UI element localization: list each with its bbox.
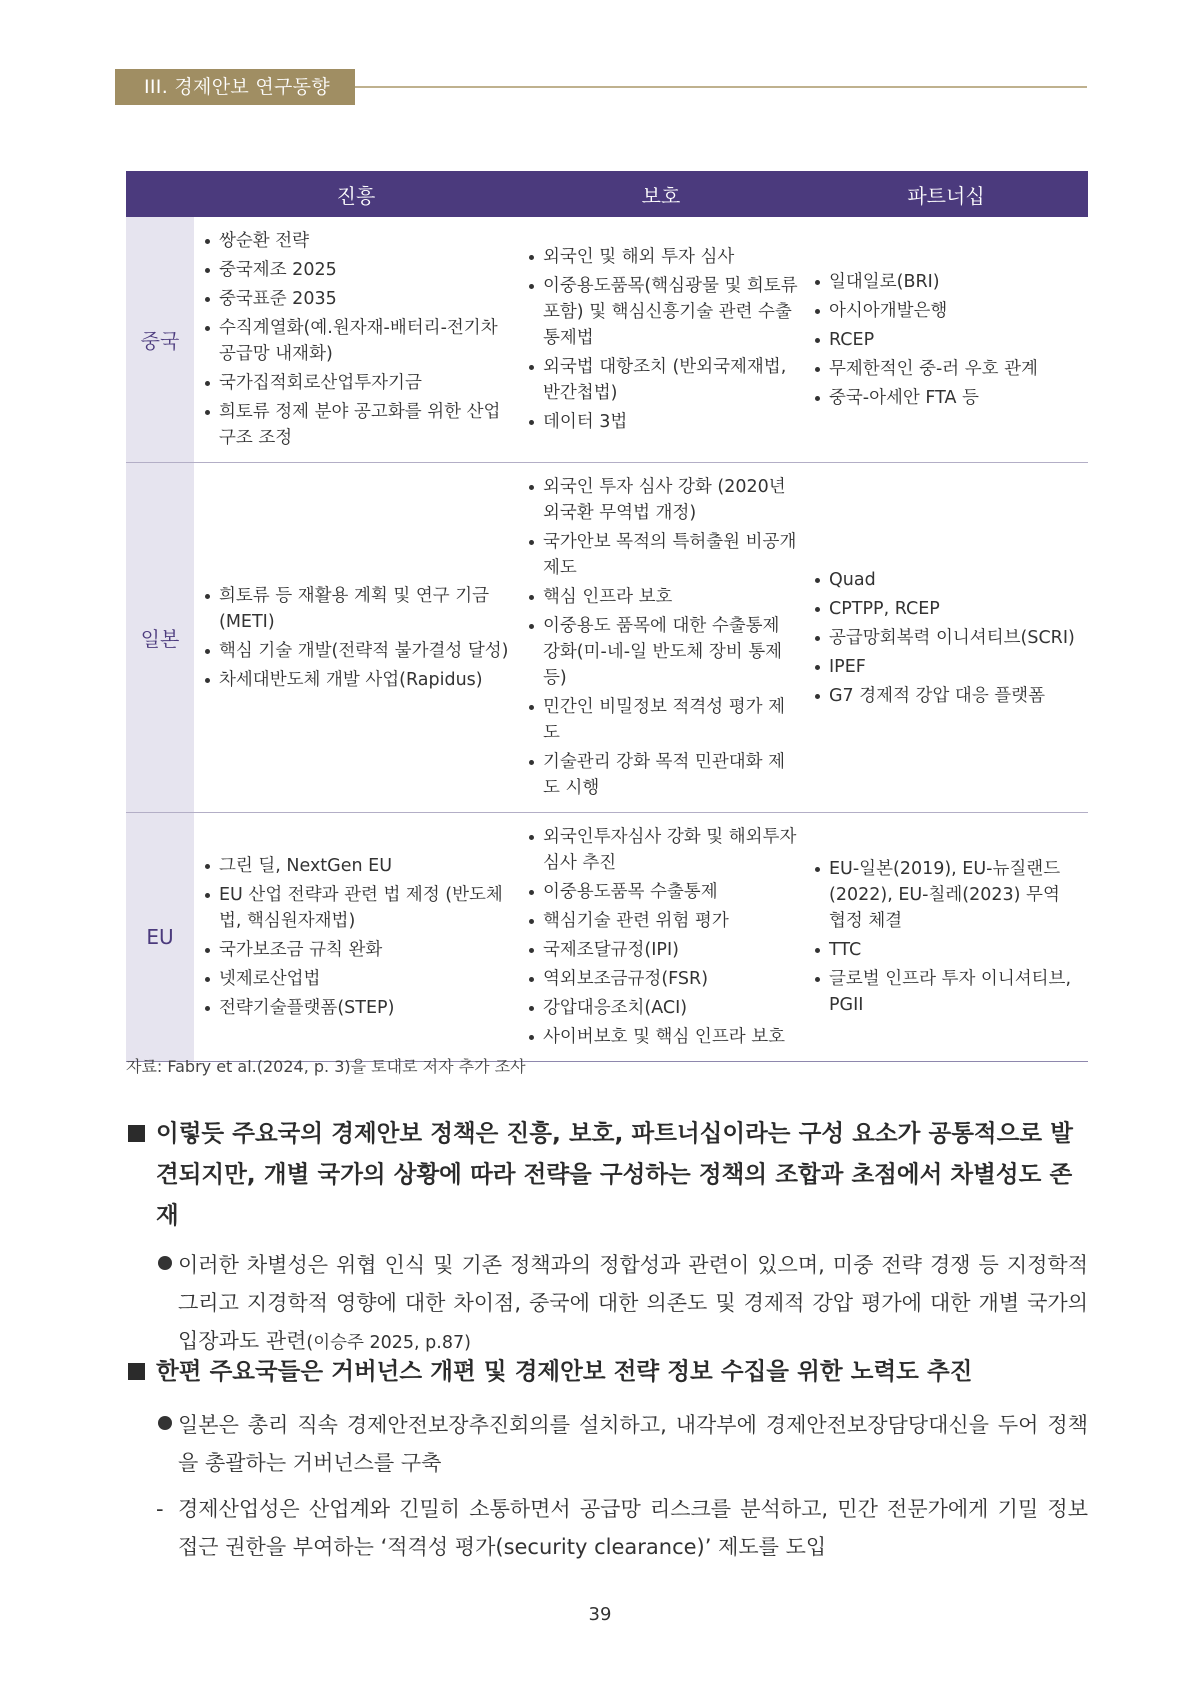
list-item: 넷제로산업법: [204, 966, 512, 992]
cell-partnership: [804, 217, 1088, 463]
row-header-country: 일본: [126, 463, 194, 813]
protection-list: [528, 244, 798, 435]
cell-protection: [518, 217, 804, 463]
circle-bullet-icon: [158, 1416, 172, 1430]
list-item: 쌍순환 전략: [204, 228, 512, 254]
heading-1-text: 이렇듯 주요국의 경제안보 정책은 진흥, 보호, 파트너십이라는 구성 요소가 공통적으로 발견되지만, 개별 국가의 상황에 따라 전략을 구성하는 정책의 조합과 초점에서 차별성도 존재: [156, 1119, 1073, 1229]
promotion-list: [204, 583, 512, 693]
cell-protection: [518, 463, 804, 813]
row-header-country: 중국: [126, 217, 194, 463]
list-item: 이중용도품목 수출통제: [528, 879, 798, 905]
list-item: 역외보조금규정(FSR): [528, 966, 798, 992]
cell-partnership: [804, 813, 1088, 1062]
header-rule: [355, 86, 1087, 88]
list-item: 외국인 투자 심사 강화 (2020년 외국환 무역법 개정): [528, 474, 798, 526]
list-item: 핵심기술 관련 위험 평가: [528, 908, 798, 934]
table-header-row: [126, 171, 1088, 217]
column-header-partnership: 파트너십: [804, 171, 1088, 217]
list-item: 일대일로(BRI): [814, 269, 1082, 295]
list-item: 수직계열화(예.원자재-배터리-전기차 공급망 내재화): [204, 315, 512, 367]
list-item: 그린 딜, NextGen EU: [204, 853, 512, 879]
list-item: 희토류 등 재활용 계획 및 연구 기금 (METI): [204, 583, 512, 635]
list-item: 기술관리 강화 목적 민관대화 제도 시행: [528, 749, 798, 801]
list-item: 국가안보 목적의 특허출원 비공개 제도: [528, 529, 798, 581]
list-item: 전략기술플랫폼(STEP): [204, 995, 512, 1021]
partnership-list: [814, 269, 1082, 411]
column-header-protection: 보호: [518, 171, 804, 217]
list-item: EU-일본(2019), EU-뉴질랜드 (2022), EU-칠레(2023) 무역 협정 체결: [814, 856, 1082, 934]
list-item: IPEF: [814, 654, 1082, 680]
list-item: 강압대응조치(ACI): [528, 995, 798, 1021]
cell-promotion: [194, 463, 518, 813]
list-item: 중국제조 2025: [204, 257, 512, 283]
section-2: [126, 1351, 1088, 1566]
list-item: 외국법 대항조치 (반외국제재법, 반간첩법): [528, 354, 798, 406]
list-item: RCEP: [814, 327, 1082, 353]
list-item: EU 산업 전략과 관련 법 제정 (반도체법, 핵심원자재법): [204, 882, 512, 934]
partnership-list: [814, 567, 1082, 709]
list-item: 국가집적회로산업투자기금: [204, 370, 512, 396]
list-item: 희토류 정제 분야 공고화를 위한 산업 구조 조정: [204, 399, 512, 451]
partnership-list: [814, 856, 1082, 1018]
list-item: TTC: [814, 937, 1082, 963]
list-item: 무제한적인 중-러 우호 관계: [814, 356, 1082, 382]
sub-item-1-text: 경제산업성은 산업계와 긴밀히 소통하면서 공급망 리스크를 분석하고, 민간 전문가에게 기밀 정보 접근 권한을 부여하는 ‘적격성 평가(security clearance)’ 제도를 도입: [178, 1497, 1088, 1559]
protection-list: [528, 474, 798, 801]
table-row: [126, 813, 1088, 1062]
list-item: 핵심 인프라 보호: [528, 584, 798, 610]
corner-cell: [126, 171, 194, 217]
promotion-list: [204, 228, 512, 451]
protection-list: [528, 824, 798, 1050]
list-item: 아시아개발은행: [814, 298, 1082, 324]
list-item: 외국인 및 해외 투자 심사: [528, 244, 798, 270]
list-item: 민간인 비밀정보 적격성 평가 제도: [528, 694, 798, 746]
section-label: III. 경제안보 연구동향: [115, 69, 355, 105]
paragraph-2-text: 일본은 총리 직속 경제안전보장추진회의를 설치하고, 내각부에 경제안전보장담당대신을 두어 정책을 총괄하는 거버넌스를 구축: [178, 1413, 1088, 1475]
paragraph-1-text: 이러한 차별성은 위협 인식 및 기존 정책과의 정합성과 관련이 있으며, 미중 전략 경쟁 등 지정학적 그리고 지경학적 영향에 대한 차이점, 중국에 대한 의존도 및 경제적 강압 평가에 대한 개별 국가의 입장과도 관련: [178, 1253, 1088, 1353]
cell-protection: [518, 813, 804, 1062]
circle-bullet-icon: [158, 1256, 172, 1270]
section-header: [115, 69, 1087, 105]
page-number: 39: [588, 1604, 612, 1625]
list-item: G7 경제적 강압 대응 플랫폼: [814, 683, 1082, 709]
list-item: 공급망회복력 이니셔티브(SCRI): [814, 625, 1082, 651]
list-item: 국제조달규정(IPI): [528, 937, 798, 963]
cell-promotion: [194, 217, 518, 463]
list-item: 국가보조금 규칙 완화: [204, 937, 512, 963]
list-item: 이중용도 품목에 대한 수출통제 강화(미-네-일 반도체 장비 통제 등): [528, 613, 798, 691]
list-item: 차세대반도체 개발 사업(Rapidus): [204, 667, 512, 693]
paragraph-1: [126, 1246, 1088, 1362]
table-row: [126, 463, 1088, 813]
table-body: [126, 217, 1088, 1062]
list-item: 중국-아세안 FTA 등: [814, 385, 1082, 411]
list-item: 이중용도품목(핵심광물 및 희토류 포함) 및 핵심신흥기술 관련 수출통제법: [528, 273, 798, 351]
heading-1: [126, 1113, 1088, 1236]
dash-bullet: -: [156, 1497, 164, 1521]
list-item: 사이버보호 및 핵심 인프라 보호: [528, 1024, 798, 1050]
list-item: CPTPP, RCEP: [814, 596, 1082, 622]
list-item: 데이터 3법: [528, 409, 798, 435]
policy-table: [126, 171, 1088, 1062]
square-bullet-icon: [128, 1363, 145, 1380]
promotion-list: [204, 853, 512, 1021]
square-bullet-icon: [128, 1125, 145, 1142]
paragraph-2: [126, 1406, 1088, 1482]
row-header-country: EU: [126, 813, 194, 1062]
heading-2-text: 한편 주요국들은 거버넌스 개편 및 경제안보 전략 정보 수집을 위한 노력도 추진: [156, 1357, 973, 1385]
cell-partnership: [804, 463, 1088, 813]
cell-promotion: [194, 813, 518, 1062]
list-item: 글로벌 인프라 투자 이니셔티브, PGII: [814, 966, 1082, 1018]
list-item: 핵심 기술 개발(전략적 불가결성 달성): [204, 638, 512, 664]
section-1: [126, 1113, 1088, 1362]
heading-2: [126, 1351, 1088, 1392]
list-item: 외국인투자심사 강화 및 해외투자 심사 추진: [528, 824, 798, 876]
table-row: [126, 217, 1088, 463]
list-item: 중국표준 2035: [204, 286, 512, 312]
source-note: 자료: Fabry et al.(2024, p. 3)을 토대로 저자 추가 조사: [126, 1057, 526, 1076]
citation: (이승주 2025, p.87): [306, 1333, 471, 1353]
sub-item-1: [126, 1490, 1088, 1566]
column-header-promotion: 진흥: [194, 171, 518, 217]
list-item: Quad: [814, 567, 1082, 593]
